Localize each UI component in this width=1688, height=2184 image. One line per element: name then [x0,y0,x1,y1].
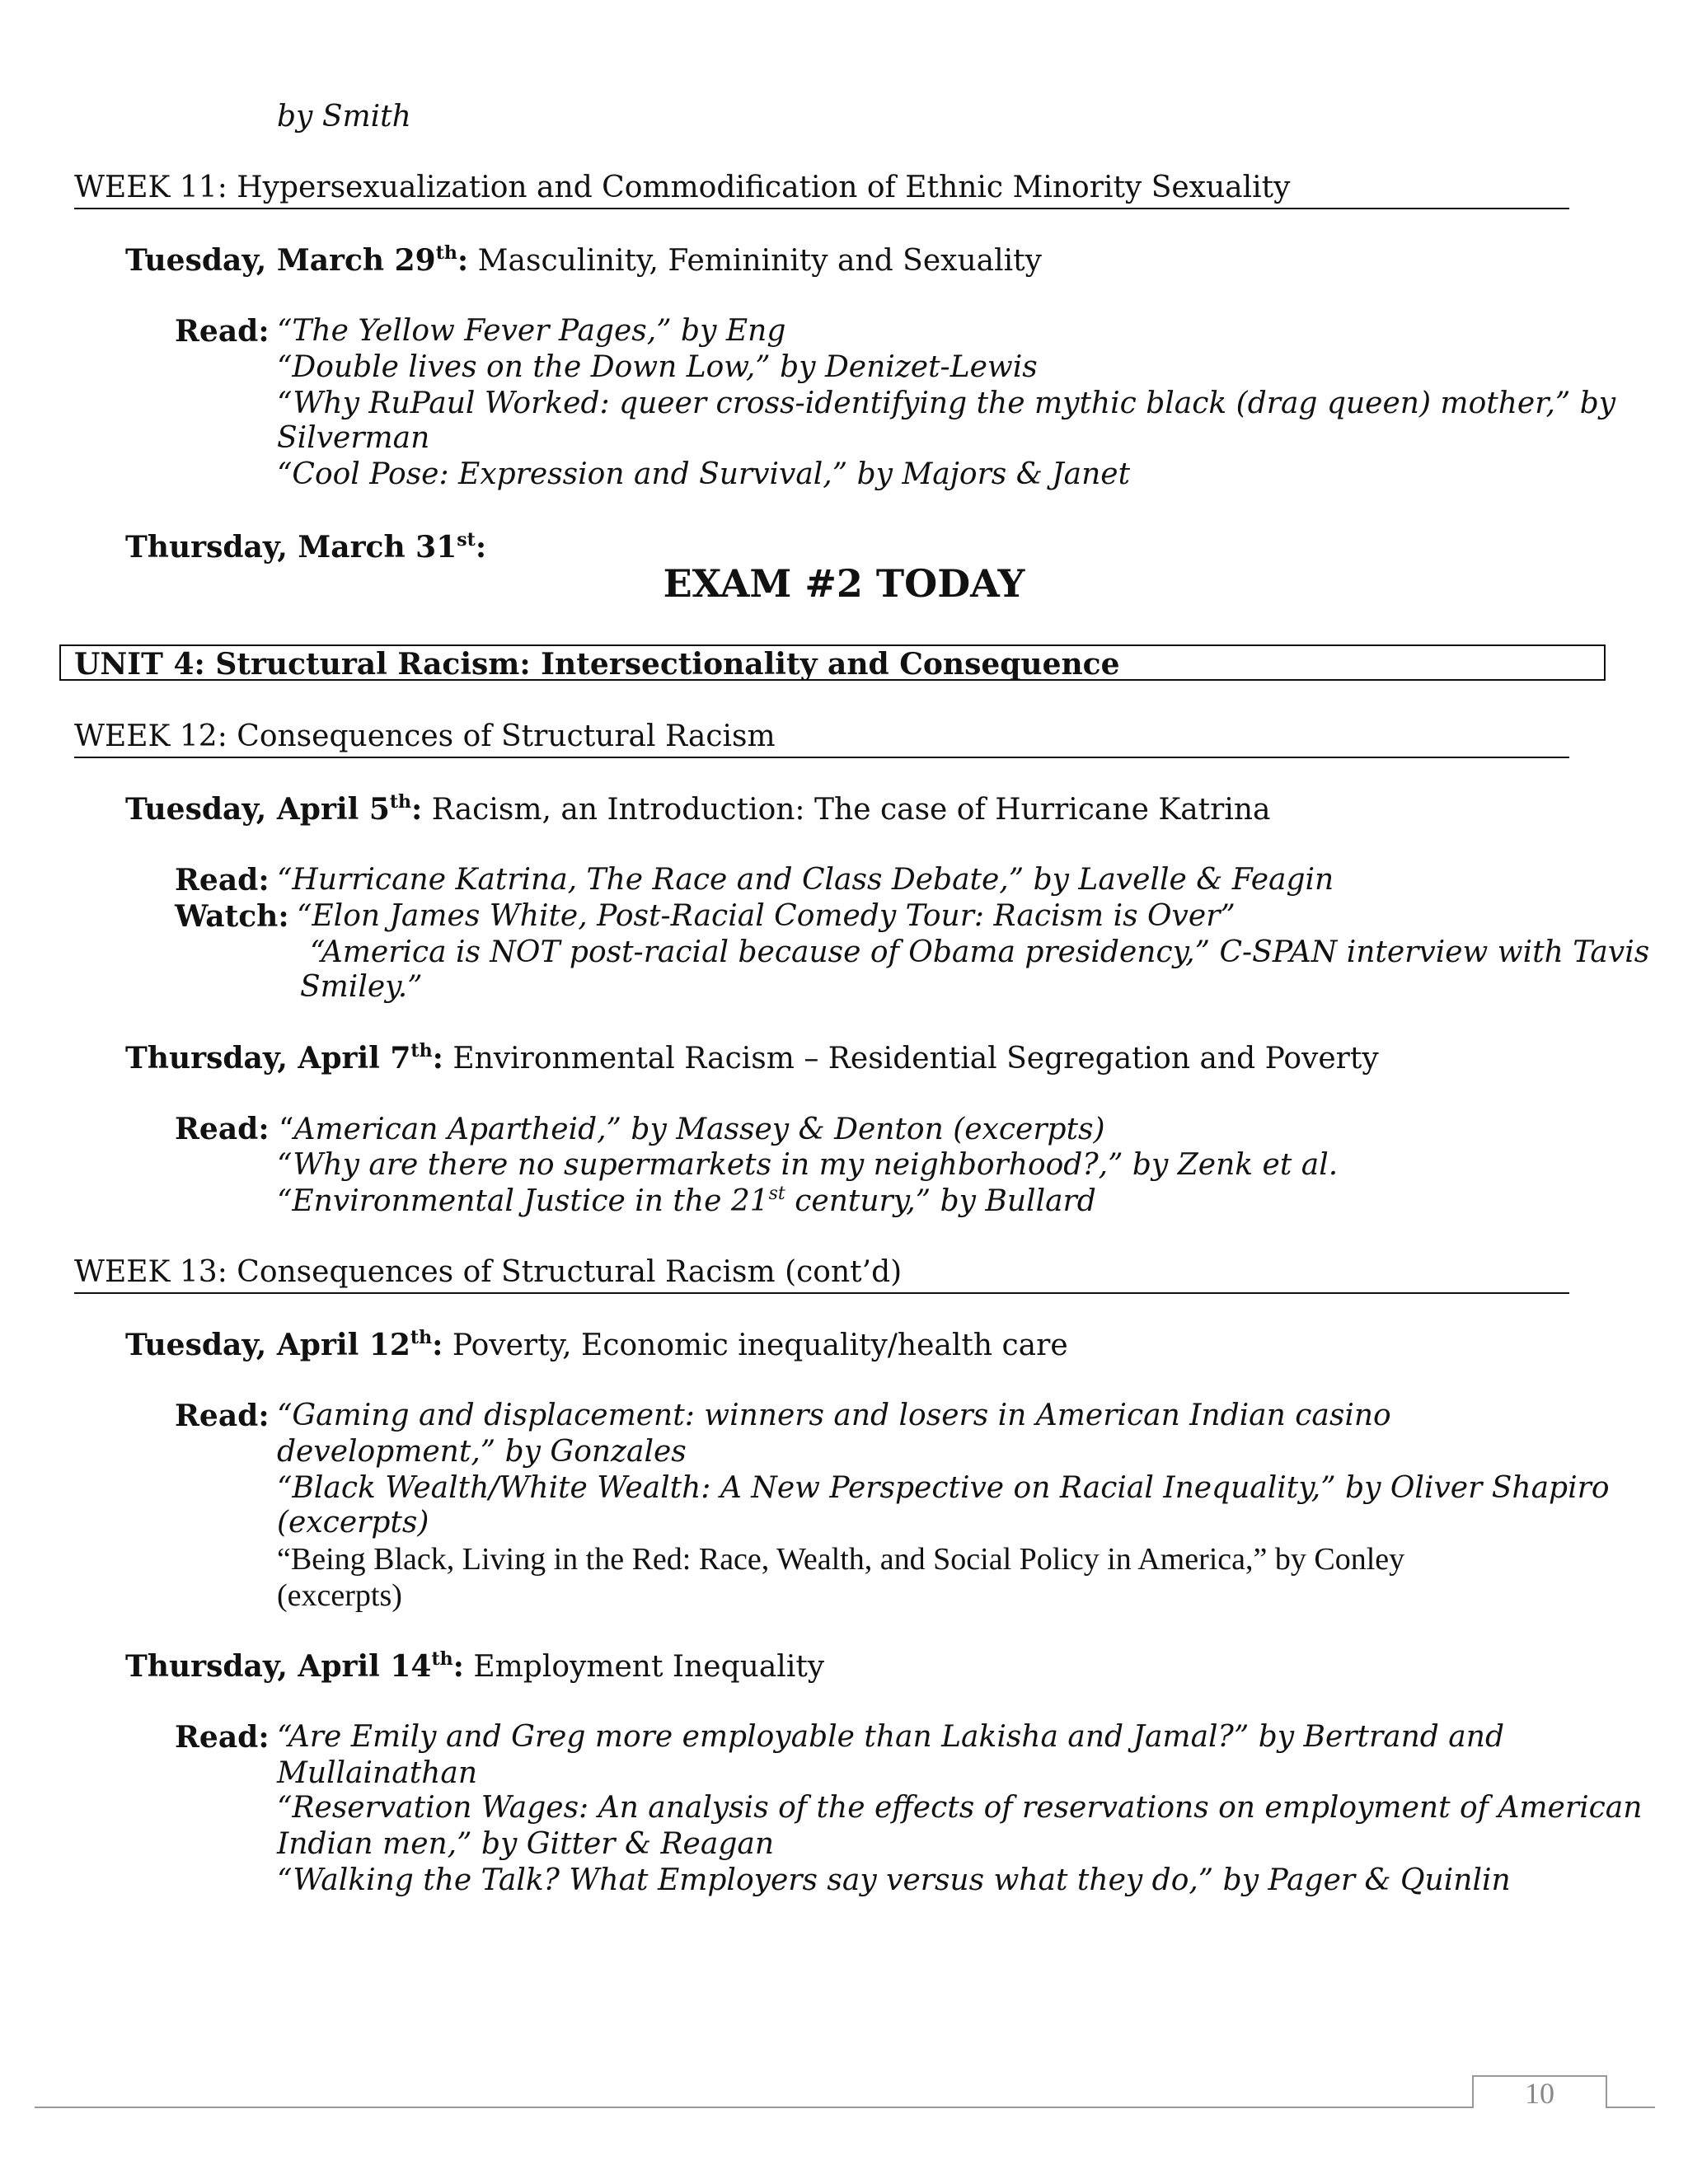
reading-item: “Walking the Talk? What Employers say versus what they do,” by Pager & Quinlin [277,1863,1511,1897]
week13-thursday-line: Thursday, April 14th: Employment Inequality [125,1648,825,1684]
week13-tuesday-line: Tuesday, April 12th: Poverty, Economic inequality/health care [125,1327,1068,1362]
reading-item: “Cool Pose: Expression and Survival,” by Majors & Janet [277,457,1131,491]
reading-item: Indian men,” by Gitter & Reagan [277,1827,775,1861]
page-number: 10 [1472,2075,1607,2108]
read-label: Read: [175,1112,270,1146]
day-label: Tuesday, April 12 [125,1328,410,1362]
reading-item: Mullainathan [277,1756,477,1790]
reading-item: American Apartheid,” by Massey & Denton (excerpts) [293,1113,1105,1146]
exam-notice: EXAM #2 TODAY [663,561,1025,606]
watch-item: “Elon James White, Post-Racial Comedy Tour: Racism is Over” [297,899,1236,933]
week-13-heading: WEEK 13: Consequences of Structural Racism (cont’d) [74,1254,1569,1294]
topic: Environmental Racism – Residential Segregation and Poverty [443,1042,1379,1076]
reading-item: “Being Black, Living in the Red: Race, Wealth, and Social Policy in America,” by Conley [277,1542,1405,1577]
day-label: Tuesday, April 5 [125,792,390,827]
reading-item: (excerpts) [277,1578,402,1613]
reading-item: “Gaming and displacement: winners and losers in American Indian casino [277,1399,1391,1432]
day-label: Thursday, April 7 [125,1041,411,1076]
topic: Masculinity, Femininity and Sexuality [468,244,1042,278]
day-label: Thursday, April 14 [125,1649,432,1684]
day-label: Tuesday, March 29 [125,243,436,278]
week11-thursday-line: Thursday, March 31st: [125,529,487,565]
reading-line: Read: “American Apartheid,” by Massey & Denton (excerpts) [175,1112,1105,1146]
reading-item: “Hurricane Katrina, The Race and Class Debate,” by Lavelle & Feagin [277,863,1334,897]
watch-label: Watch: [175,899,289,934]
read-label: Read: [175,1720,270,1755]
read-label: Read: [175,314,270,349]
week12-thursday-line: Thursday, April 7th: Environmental Racism – Residential Segregation and Poverty [125,1040,1379,1076]
reading-item: “Double lives on the Down Low,” by Denizet-Lewis [277,350,1038,384]
topic: Poverty, Economic inequality/health care [443,1329,1068,1362]
reading-item: “Reservation Wages: An analysis of the effects of reservations on employment of American [277,1791,1643,1825]
week-12-heading: WEEK 12: Consequences of Structural Racism [74,719,1569,758]
read-label: Read: [175,1399,270,1433]
topic: Employment Inequality [463,1650,825,1684]
continued-reading: by Smith [277,100,411,134]
day-label: Thursday, March 31 [125,530,457,565]
week12-tuesday-line: Tuesday, April 5th: Racism, an Introduction: The case of Hurricane Katrina [125,791,1271,827]
reading-item: development,” by Gonzales [277,1435,687,1469]
reading-item: “Why RuPaul Worked: queer cross-identifying the mythic black (drag queen) mother,” by [277,387,1616,420]
watch-item: “America is NOT post-racial because of Obama presidency,” C-SPAN interview with Tavis [310,935,1650,969]
week-11-heading: WEEK 11: Hypersexualization and Commodification of Ethnic Minority Sexuality [74,170,1569,209]
read-label: Read: [175,863,270,898]
reading-item: “Are Emily and Greg more employable than Lakisha and Jamal?” by Bertrand and [277,1720,1504,1754]
watch-item: Smiley.” [300,970,423,1004]
reading-item: “The Yellow Fever Pages,” by Eng [277,314,786,348]
unit-4-heading: UNIT 4: Structural Racism: Intersectionality and Consequence [59,644,1606,681]
reading-item: “Environmental Justice in the 21st century,” by Bullard [277,1183,1096,1218]
topic: Racism, an Introduction: The case of Hurricane Katrina [422,793,1271,827]
reading-item: Silverman [277,421,430,455]
reading-item: “Why are there no supermarkets in my neighborhood?,” by Zenk et al. [277,1148,1339,1182]
reading-item: “Black Wealth/White Wealth: A New Perspective on Racial Inequality,” by Oliver Shapiro [277,1471,1610,1505]
reading-item: (excerpts) [277,1506,429,1540]
footer-rule [35,2107,1655,2108]
week11-tuesday-line: Tuesday, March 29th: Masculinity, Femininity and Sexuality [125,242,1042,278]
